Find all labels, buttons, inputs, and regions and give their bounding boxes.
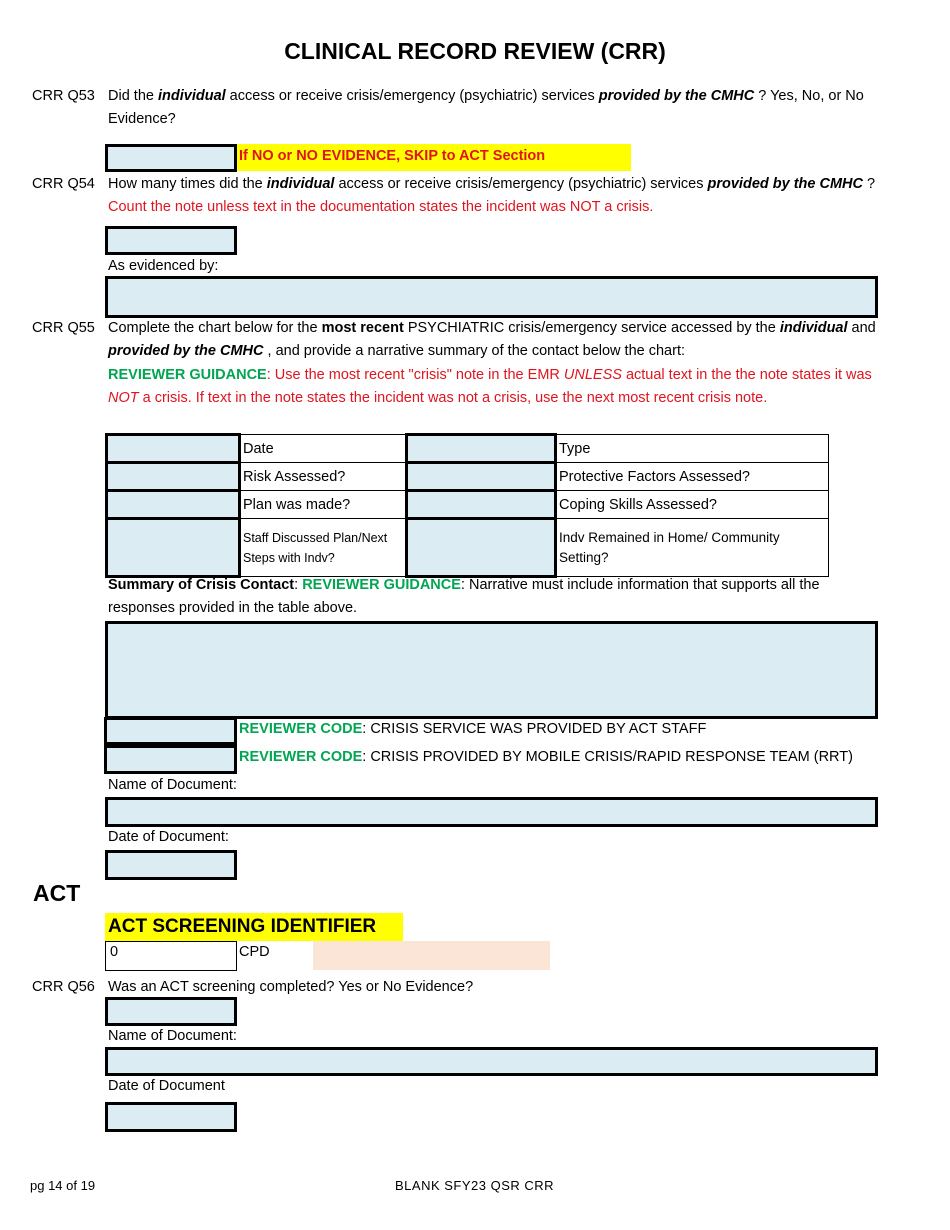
q54-count-field[interactable]: [105, 226, 237, 255]
q56-question: Was an ACT screening completed? Yes or No Evidence?: [108, 979, 474, 995]
cpd-label: CPD: [239, 944, 270, 960]
summary-field[interactable]: [105, 621, 878, 719]
risk-assessed-field[interactable]: [107, 463, 240, 491]
q56-doc-date-label: Date of Document: [108, 1078, 225, 1094]
cpd-field: [313, 941, 550, 970]
q56-doc-date-field[interactable]: [105, 1102, 237, 1132]
plan-made-field[interactable]: [107, 491, 240, 519]
indv-remained-field[interactable]: [407, 519, 556, 577]
reviewer-code-rrt-checkbox[interactable]: [104, 745, 237, 774]
q56-label: CRR Q56: [32, 979, 95, 995]
q53-skip-note: If NO or NO EVIDENCE, SKIP to ACT Section: [237, 144, 631, 171]
act-heading: ACT: [33, 880, 81, 906]
coping-skills-field[interactable]: [407, 491, 556, 519]
plan-made-label: Plan was made?: [240, 491, 407, 519]
q55-doc-date-field[interactable]: [105, 850, 237, 880]
reviewer-code-act-checkbox[interactable]: [104, 717, 237, 745]
q55-label: CRR Q55: [32, 320, 95, 336]
q54-label: CRR Q54: [32, 176, 95, 192]
protective-factors-field[interactable]: [407, 463, 556, 491]
indv-remained-label: Indv Remained in Home/ Community Setting?: [556, 519, 829, 577]
q54-evidenced-label: As evidenced by:: [108, 258, 219, 274]
q54-question: How many times did the individual access or receive crisis/emergency (psychiatric) services provided by the CMHC ? Count the note unless text in the documentation states the incident was NOT a crisis.: [108, 176, 876, 215]
q55-guidance: REVIEWER GUIDANCE: Use the most recent "crisis" note in the EMR UNLESS actual text in the the note states it was NOT a crisis. If text in the note states the incident was not a crisis, use the next most recent crisis note.: [108, 367, 872, 406]
q53-label: CRR Q53: [32, 88, 95, 104]
q54-evidence-field[interactable]: [105, 276, 878, 318]
reviewer-code-rrt: REVIEWER CODE: CRISIS PROVIDED BY MOBILE CRISIS/RAPID RESPONSE TEAM (RRT): [239, 749, 853, 765]
coping-skills-label: Coping Skills Assessed?: [556, 491, 829, 519]
protective-factors-label: Protective Factors Assessed?: [556, 463, 829, 491]
type-field[interactable]: [407, 435, 556, 463]
type-label: Type: [556, 435, 829, 463]
date-label: Date: [240, 435, 407, 463]
staff-discussed-field[interactable]: [107, 519, 240, 577]
q55-question: Complete the chart below for the most recent PSYCHIATRIC crisis/emergency service accessed by the individual and provided by the CMHC , and provide a narrative summary of the contact below the chart:: [108, 320, 876, 359]
q55-doc-name-field[interactable]: [105, 797, 878, 827]
q56-doc-name-field[interactable]: [105, 1047, 878, 1076]
staff-discussed-label: Staff Discussed Plan/Next Steps with Indv?: [240, 519, 407, 577]
risk-assessed-label: Risk Assessed?: [240, 463, 407, 491]
q53-question: Did the individual access or receive crisis/emergency (psychiatric) services provided by the CMHC ? Yes, No, or No Evidence?: [108, 88, 864, 127]
page-number: pg 14 of 19: [30, 1178, 96, 1193]
date-field[interactable]: [107, 435, 240, 463]
q56-answer-field[interactable]: [105, 997, 237, 1026]
page-title: CLINICAL RECORD REVIEW (CRR): [284, 38, 666, 64]
document-footer: BLANK SFY23 QSR CRR: [395, 1178, 555, 1193]
q55-doc-date-label: Date of Document:: [108, 829, 229, 845]
crisis-chart: [105, 433, 829, 578]
act-identifier-value: 0: [105, 941, 237, 971]
q55-doc-name-label: Name of Document:: [108, 777, 237, 793]
q53-answer-field[interactable]: [105, 144, 237, 172]
summary-label: Summary of Crisis Contact: REVIEWER GUIDANCE: Narrative must include information that supports all the responses provided in the table above.: [108, 577, 820, 616]
q56-doc-name-label: Name of Document:: [108, 1028, 237, 1044]
act-screening-identifier: ACT SCREENING IDENTIFIER: [105, 913, 403, 941]
reviewer-code-act: REVIEWER CODE: CRISIS SERVICE WAS PROVIDED BY ACT STAFF: [239, 721, 707, 737]
